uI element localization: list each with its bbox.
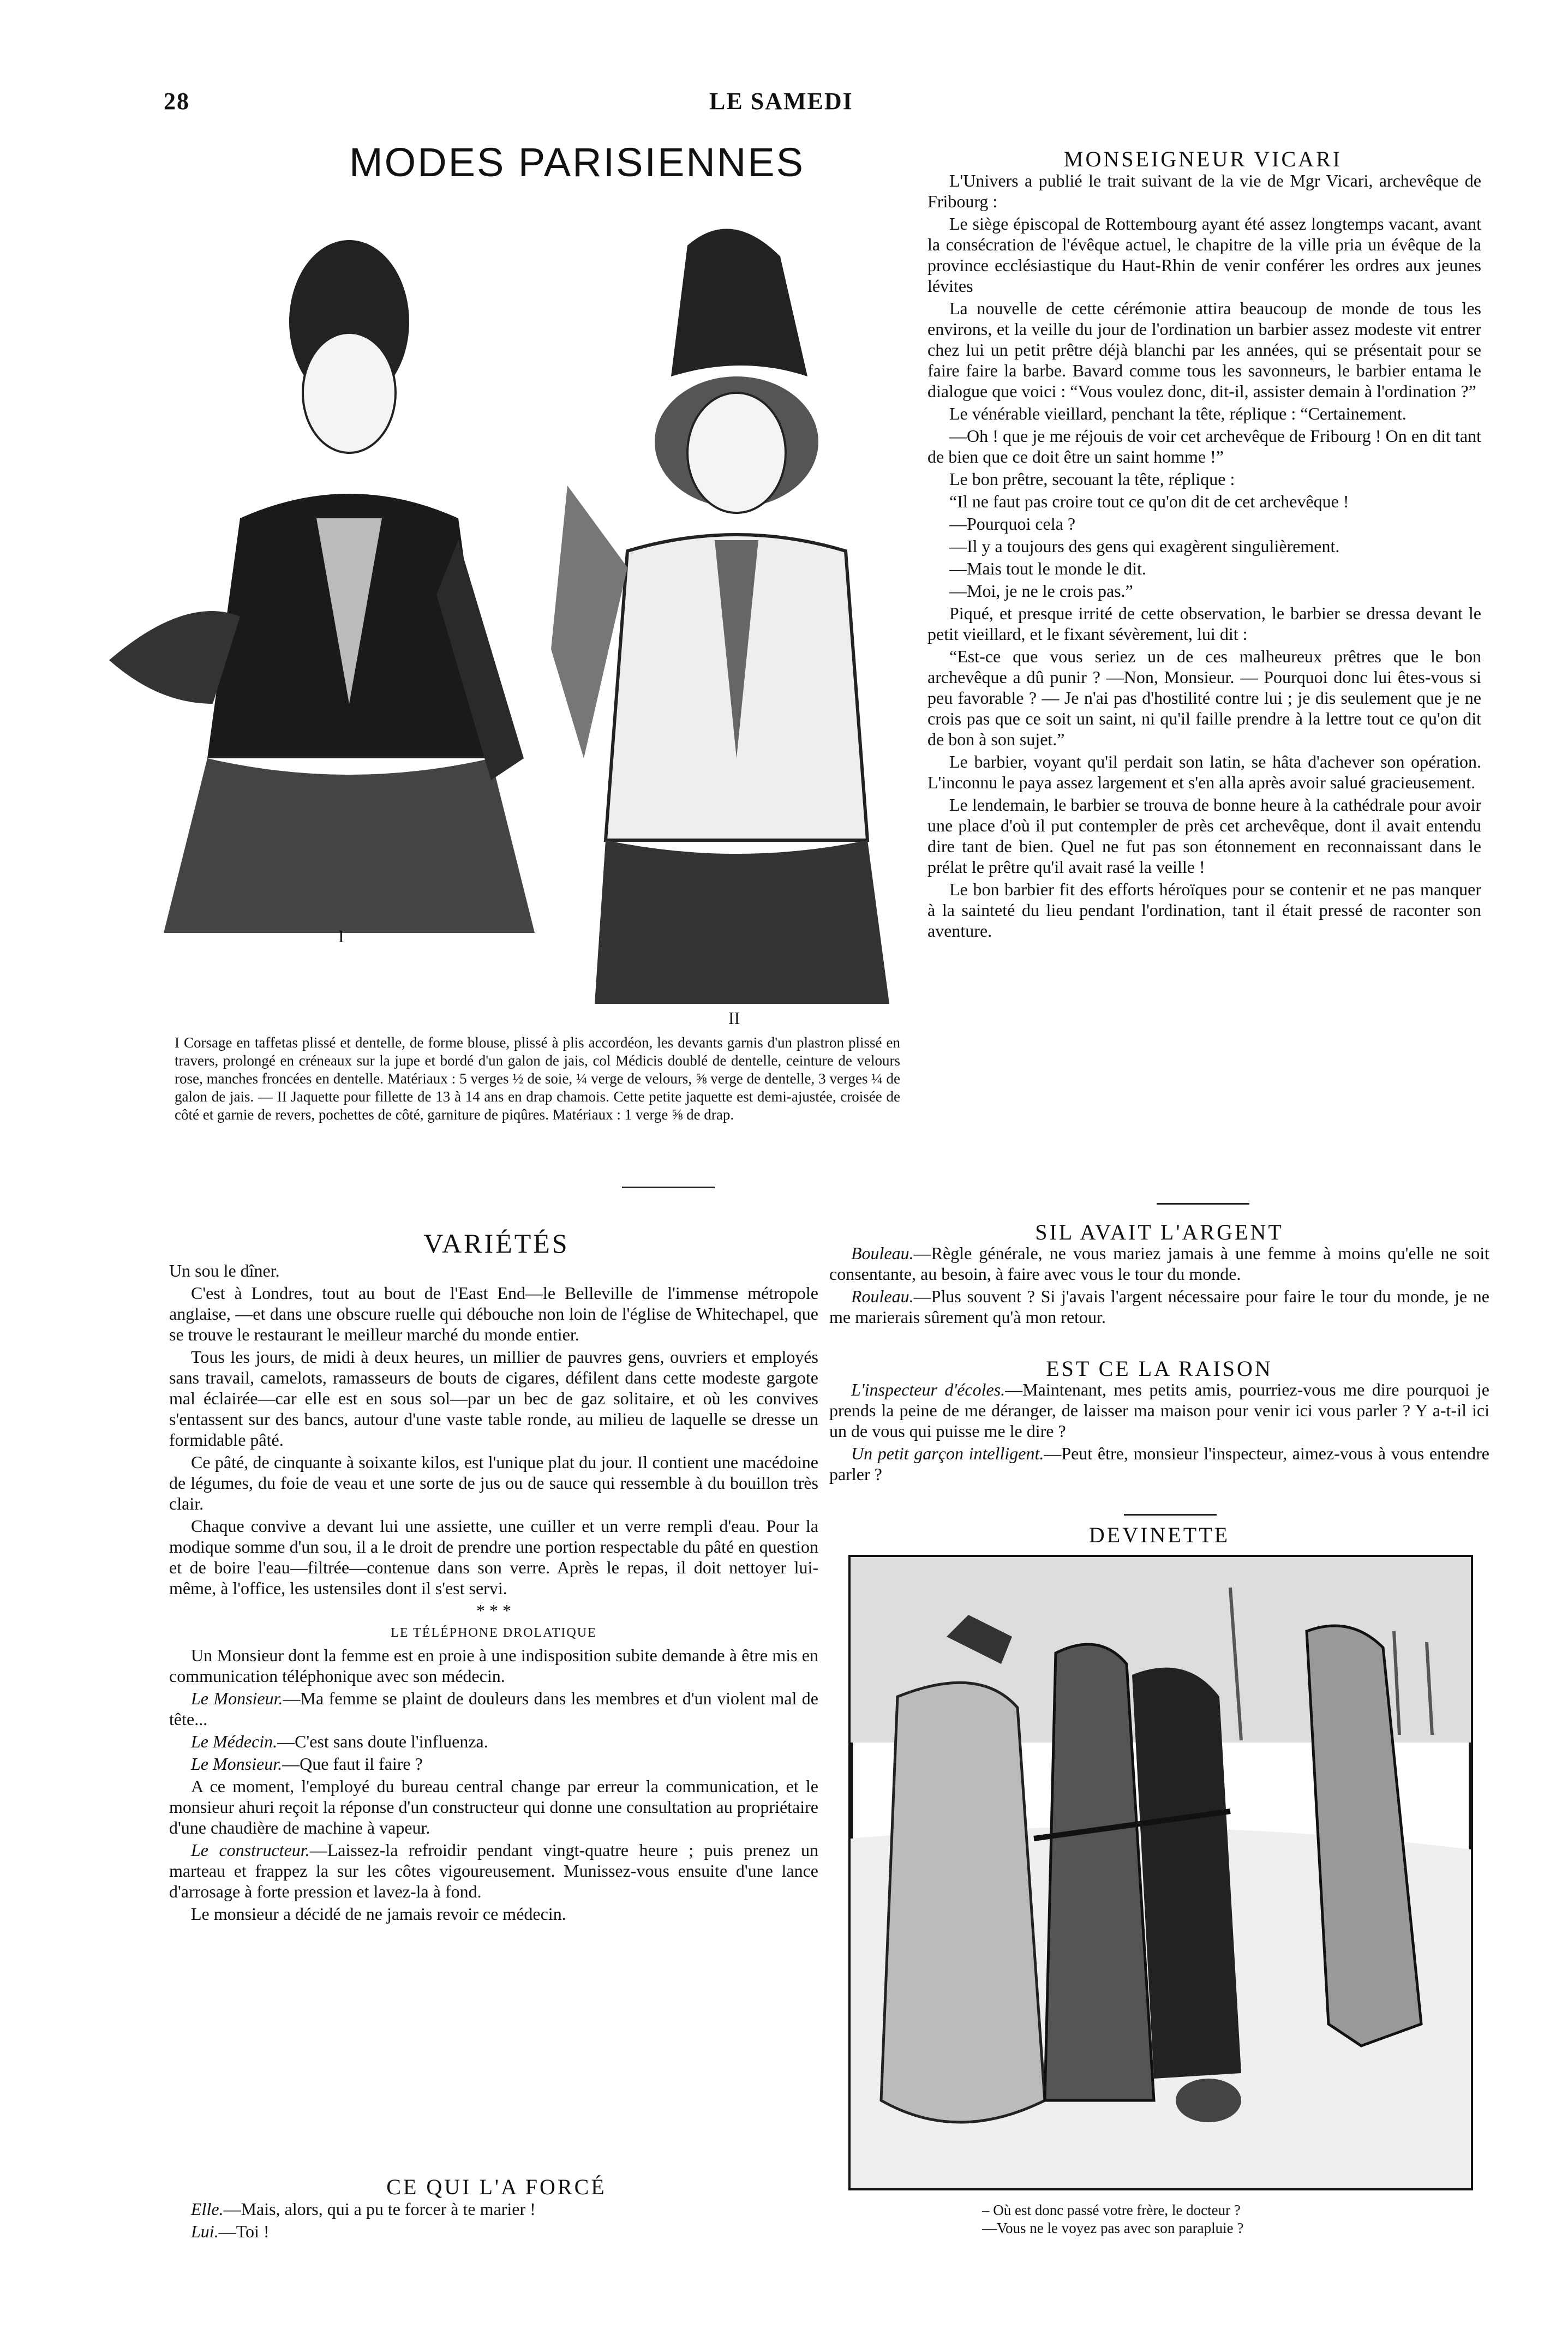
force-body <box>169 2199 818 2243</box>
argent-line <box>829 1286 1489 1327</box>
devinette-illustration <box>848 1555 1473 2190</box>
varietes-title: VARIÉTÉS <box>423 1228 570 1259</box>
telephone-mid: A ce moment, l'employé du bureau central change par erreur la communication, et le monsieur ahuri reçoit la réponse d'un constructeur qui donne une consultation au propriétaire d'une chaudière de machine à vapeur. <box>169 1776 818 1837</box>
divider <box>622 1187 715 1188</box>
varietes-subtitle: Un sou le dîner. <box>169 1261 280 1280</box>
raison-body <box>829 1379 1489 1486</box>
speaker: Le constructeur. <box>191 1840 310 1860</box>
divider <box>1157 1203 1249 1205</box>
force-line <box>169 2199 818 2219</box>
dialogue: —Laissez-la refroidir pendant vingt-quatre heure ; puis prenez un marteau et frappez la sur les côtes vigoureusement. Munissez-vous ensuite d'une lance d'arrosage à forte pression et lavez-la à fond. <box>169 1840 819 1901</box>
varietes-body <box>169 1260 818 1926</box>
varietes-paragraph: Tous les jours, de midi à deux heures, un millier de pauvres gens, ouvriers et employés sans travail, camelots, ramasseurs de bouts de cigares, défilent dans cette modeste gargote mal éclairée—car elle est en sous sol—par un bec de gaz solitaire, et où les convives s'entassent sur des bancs, autour d'une vaste table ronde, au milieu de laquelle se dresse un formidable pâté. <box>169 1347 818 1450</box>
speaker: Le Monsieur. <box>191 1689 283 1708</box>
raison-line <box>829 1443 1489 1484</box>
page-number: 28 <box>164 88 190 115</box>
vicari-paragraph: “Est-ce que vous seriez un de ces malheureux prêtres que le bon archevêque a dû punir ? —Non, Monsieur. — Pourquoi donc lui êtes-vous si peu favorable ? — Je n'ai pas d'hostilité contre lui ; je dis seulement que je ne crois pas que ce soit un saint, ni qu'il faille prendre à la lettre tout ce qu'on dit de bon à son sujet.” <box>927 646 1481 749</box>
vicari-paragraph: Le bon prêtre, secouant la tête, réplique : <box>949 469 1235 489</box>
vicari-paragraph: La nouvelle de cette cérémonie attira beaucoup de monde de tous les environs, et la veille du jour de l'ordination un barbier assez modeste vit entrer chez lui un petit prêtre déjà blanchi par les années, qui se présentait pour se faire faire la barbe. Bavard comme tous les savonneurs, le barbier entama le dialogue que voici : “Vous voulez donc, dit-il, assister demain à l'ordination ?” <box>927 298 1481 401</box>
vicari-paragraph: “Il ne faut pas croire tout ce qu'on dit de cet archevêque ! <box>949 492 1349 511</box>
dialogue: —Ma femme se plaint de douleurs dans les membres et d'un violent mal de tête... <box>169 1689 819 1729</box>
argent-body <box>829 1243 1489 1329</box>
fashion-title: MODES PARISIENNES <box>349 140 805 185</box>
vicari-paragraph: —Pourquoi cela ? <box>949 514 1076 534</box>
dialogue: —C'est sans doute l'influenza. <box>277 1732 488 1751</box>
dialogue: —Maintenant, mes petits amis, pourriez-vous me dire pourquoi je prends la peine de me déranger, de laisser ma maison pour venir ici vous parler ? Y a-t-il ici un de vous qui puisse me le dire ? <box>829 1380 1490 1441</box>
speaker: Le Médecin. <box>191 1732 278 1751</box>
telephone-line <box>169 1731 818 1752</box>
fashion-figure-1-label: I <box>338 926 344 946</box>
raison-line <box>829 1379 1489 1441</box>
vicari-paragraph: Le siège épiscopal de Rottembourg ayant été assez longtemps vacant, avant la consécration de l'évêque actuel, le chapitre de la ville pria un évêque de la province ecclésiastique du Haut-Rhin de venir conférer les ordres aux jeunes lévites <box>927 214 1481 296</box>
speaker: Un petit garçon intelligent. <box>851 1444 1044 1463</box>
vicari-paragraph: —Moi, je ne le crois pas.” <box>949 581 1133 601</box>
argent-line <box>829 1243 1489 1284</box>
telephone-line <box>169 1688 818 1729</box>
raison-title: EST CE LA RAISON <box>1046 1356 1273 1381</box>
devinette-caption-1: – Où est donc passé votre frère, le docteur ? <box>982 2202 1241 2218</box>
vicari-paragraph: L'Univers a publié le trait suivant de la vie de Mgr Vicari, archevêque de Fribourg : <box>927 171 1481 211</box>
fashion-caption: I Corsage en taffetas plissé et dentelle, de forme blouse, plissé à plis accordéon, les devants garnis d'un plastron plissé en travers, prolongé en créneaux sur la jupe et bordé d'un galon de jais, col Médicis doublé de dentelle, ceinture de velours rose, manches froncées en dentelle. Matériaux : 5 verges ½ de soie, ¼ verge de velours, ⅝ verge de dentelle, 3 verges ¼ de galon de jais. — II Jaquette pour fillette de 13 à 14 ans en drap chamois. Cette petite jaquette est demi-ajustée, croisée de côté et garnie de revers, pochettes de côté, garniture de piqûres. Matériaux : 1 verge ⅝ de drap. <box>175 1034 900 1123</box>
speaker: Bouleau. <box>851 1243 914 1263</box>
varietes-paragraph: C'est à Londres, tout au bout de l'East End—le Belleville de l'immense métropole anglaise, —et dans une obscure ruelle qui débouche non loin de l'église de Whitechapel, que se trouve le restaurant le meilleur marché du monde entier. <box>169 1283 818 1344</box>
section-stars: * * * <box>476 1601 511 1620</box>
fashion-figure-2-label: II <box>728 1008 740 1028</box>
speaker: Lui. <box>191 2222 219 2241</box>
telephone-title: LE TÉLÉPHONE DROLATIQUE <box>391 1626 597 1640</box>
speaker: Elle. <box>191 2199 224 2219</box>
journal-title: LE SAMEDI <box>709 88 853 115</box>
dialogue: —Que faut il faire ? <box>282 1754 423 1774</box>
force-line <box>169 2221 818 2242</box>
vicari-paragraph: —Il y a toujours des gens qui exagèrent singulièrement. <box>949 536 1340 556</box>
devinette-caption-2: —Vous ne le voyez pas avec son parapluie ? <box>982 2220 1244 2236</box>
dialogue: —Règle générale, ne vous mariez jamais à une femme à moins qu'elle ne soit consentante, au besoin, à faire avec vous le tour du monde. <box>829 1243 1489 1284</box>
devinette-title: DEVINETTE <box>1088 1523 1230 1547</box>
vicari-paragraph: Le barbier, voyant qu'il perdait son latin, se hâta d'achever son opération. L'inconnu le paya assez largement et s'en alla après avoir salué gracieusement. <box>927 752 1481 792</box>
fashion-figure-2 <box>551 213 933 1004</box>
telephone-line <box>169 1840 818 1902</box>
speaker: L'inspecteur d'écoles. <box>851 1380 1006 1399</box>
argent-title: SIL AVAIT L'ARGENT <box>1035 1220 1284 1244</box>
telephone-intro: Un Monsieur dont la femme est en proie à une indisposition subite demande à être mis en communication téléphonique avec son médecin. <box>169 1645 818 1686</box>
dialogue: —Plus souvent ? Si j'avais l'argent nécessaire pour faire le tour du monde, je ne me marierais sûrement qu'à mon retour. <box>829 1286 1489 1327</box>
vicari-paragraph: —Mais tout le monde le dit. <box>949 559 1146 578</box>
force-title: CE QUI L'A FORCÉ <box>386 2175 607 2199</box>
vicari-title: MONSEIGNEUR VICARI <box>1063 147 1343 171</box>
vicari-paragraph: Le bon barbier fit des efforts héroïques pour se contenir et ne pas manquer à la sainteté du lieu pendant l'ordination, tant il était pressé de raconter son aventure. <box>927 879 1481 941</box>
varietes-paragraph: Ce pâté, de cinquante à soixante kilos, est l'unique plat du jour. Il contient une macédoine de légumes, du foie de veau et une sorte de jus ou de sauce qui ressemble à du bouillon très clair. <box>169 1452 818 1513</box>
telephone-end: Le monsieur a décidé de ne jamais revoir ce médecin. <box>191 1904 566 1924</box>
vicari-paragraph: Le lendemain, le barbier se trouva de bonne heure à la cathédrale pour avoir une place d'où il put contempler de près cet archevêque, dont il avait entendu dire tant de bien. Quel ne fut pas son étonnement en reconnaissant dans le prélat le prêtre qu'il avait rasé la veille ! <box>927 795 1481 877</box>
vicari-paragraph: Piqué, et presque irrité de cette observation, le barbier se dressa devant le petit vieillard, et le fixant sévèrement, lui dit : <box>927 603 1481 644</box>
vicari-paragraph: Le vénérable vieillard, penchant la tête, réplique : “Certainement. <box>949 404 1407 423</box>
dialogue: —Mais, alors, qui a pu te forcer à te marier ! <box>223 2199 536 2219</box>
speaker: Le Monsieur. <box>191 1754 283 1774</box>
telephone-line <box>169 1753 818 1774</box>
dialogue: —Peut être, monsieur l'inspecteur, aimez-vous à vous entendre parler ? <box>829 1444 1490 1484</box>
vicari-body <box>927 170 1481 943</box>
speaker: Rouleau. <box>851 1286 914 1306</box>
varietes-paragraph: Chaque convive a devant lui une assiette, une cuiller et un verre rempli d'eau. Pour la modique somme d'un sou, il a le droit de prendre une portion respectable du pâté en question et de boire l'eau—filtrée—contenue dans son verre. Après le repas, il doit nettoyer lui-même, à l'office, les ustensiles dont il s'est servi. <box>169 1516 818 1598</box>
vicari-paragraph: —Oh ! que je me réjouis de voir cet archevêque de Fribourg ! On en dit tant de bien que ce doit être un saint homme !” <box>927 426 1481 466</box>
divider <box>1124 1514 1217 1516</box>
dialogue: —Toi ! <box>218 2222 270 2241</box>
fashion-figure-1 <box>76 213 556 933</box>
